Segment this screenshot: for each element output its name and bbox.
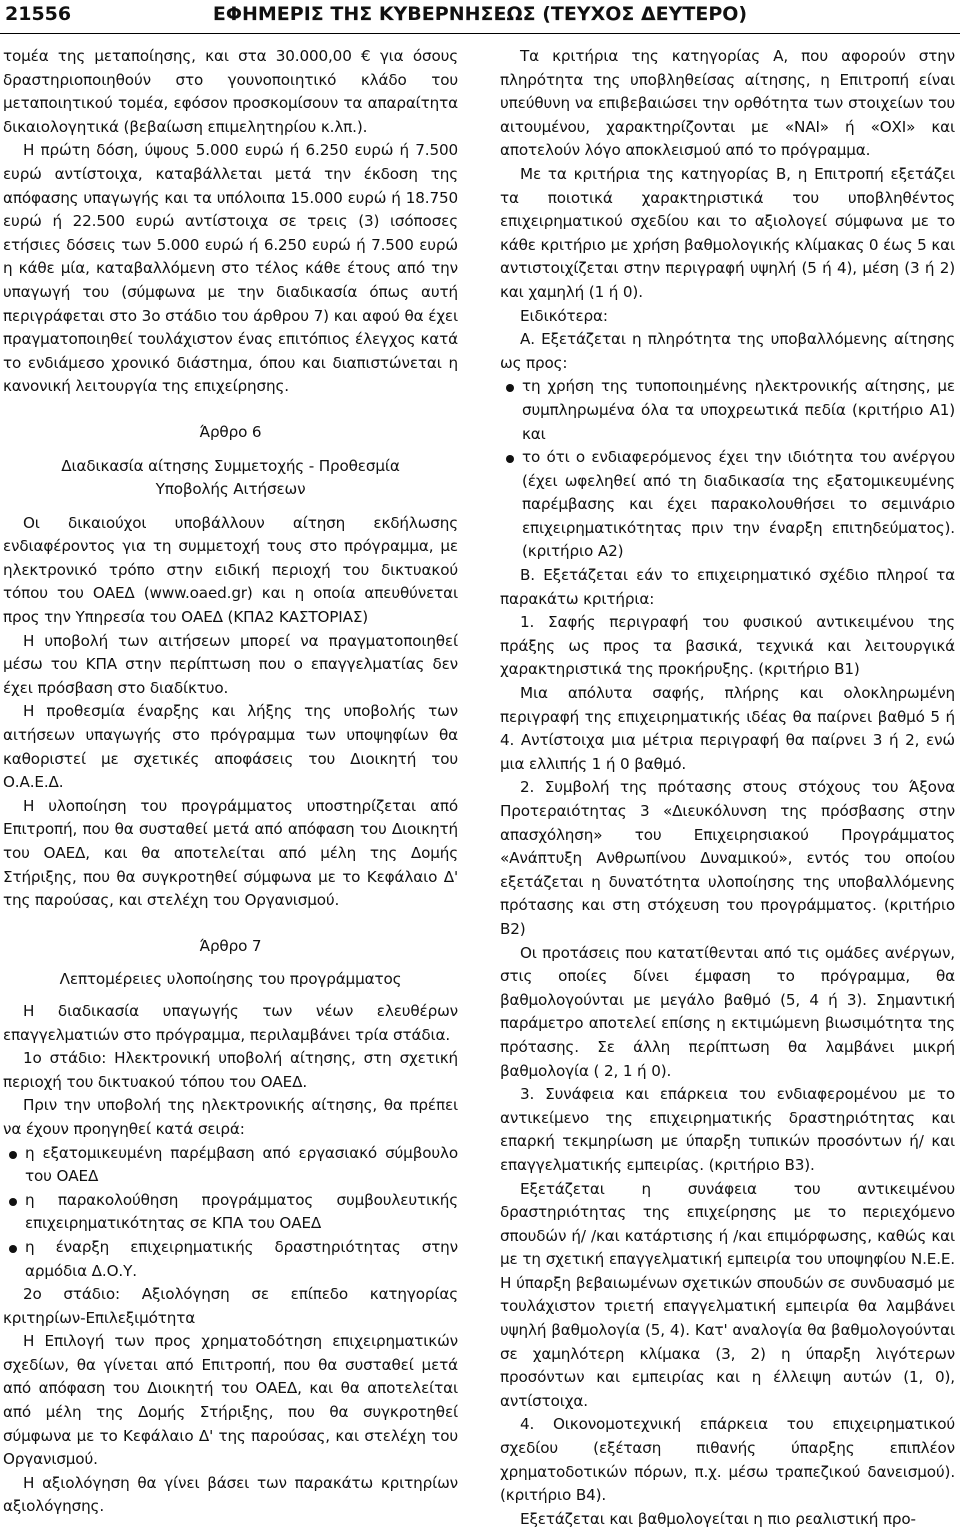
paragraph: 3. Συνάφεια και επάρκεια του ενδιαφερομένου με το αντικείμενο της επιχειρηματικής δραστηριότητας και επαρκή τεκμηρίωση με ύπαρξη τυπικών προσόντων ή/ και επαγγελματικής εμπειρίας. (κριτήριο Β3). <box>500 1085 955 1174</box>
paragraph: Μια απόλυτα σαφής, πλήρης και ολοκληρωμένη περιγραφή της επιχειρηματικής ιδέας θα παίρνει βαθμό 5 ή 4. Αντίστοιχα μια μέτρια περιγραφή θα παίρνει 3 ή 2, ενώ μια ελλιπής 1 ή 0 βαθμό. <box>500 684 955 773</box>
paragraph: Η πρώτη δόση, ύψους 5.000 ευρώ ή 6.250 ευρώ ή 7.500 ευρώ αντίστοιχα, καταβάλλεται μετά την έκδοση της απόφασης υπαγωγής και τα υπόλοιπα 15.000 ευρώ ή 18.750 ευρώ ή 22.500 ευρώ αντίστοιχα σε τρεις (3) ισόποσες ετήσιες δόσεις των 5.000 ευρώ ή 6.250 ευρώ ή 7.500 ευρώ η κάθε μία, καταβαλλόμενη στο τέλος κάθε έτους από την υπαγωγή του (σύμφωνα με την διαδικασία όπως αυτή περιγράφεται στο 3ο στάδιο του άρθρου 7) και αφού θα έχει πραγματοποιηθεί τουλάχιστον ένας επιτόπιος έλεγχος κατά το ενδιάμεσο χρονικό διάστημα, όπου και διαπιστώνεται η κανονική λειτουργία της επιχείρησης. <box>3 141 458 396</box>
paragraph: Οι δικαιούχοι υποβάλλουν αίτηση εκδήλωσης ενδιαφέροντος για τη συμμετοχή τους στο πρόγραμμα, με ηλεκτρονικό τρόπο στην ειδική περιοχή του δικτυακού τόπου του ΟΑΕΔ (www.oaed.gr) και η οποία απευθύνεται προς την Υπηρεσία του ΟΑΕΔ (ΚΠΑ2 ΚΑΣΤΟΡΙΑΣ) <box>3 513 458 627</box>
paragraph: Οι προτάσεις που κατατίθενται από τις ομάδες ανέργων, στις οποίες δίνει έμφαση το πρόγραμμα, θα βαθμολογούνται με μεγάλο βαθμό (5, 4 ή 3). Σημαντική παράμετρο αποτελεί επίσης η εκτιμώμενη βιωσιμότητα της πρότασης. Σε άλλη περίπτωση θα λαμβάνει μικρή βαθμολογία ( 2, 1 ή 0). <box>500 943 955 1080</box>
bullet-text: η εξατομικευμένη παρέμβαση από εργασιακό σύμβουλο του ΟΑΕΔ <box>25 1143 458 1186</box>
paragraph: Η Επιλογή των προς χρηματοδότηση επιχειρηματικών σχεδίων, θα γίνεται από Επιτροπή, που θα συσταθεί μετά από απόφαση του Διοικητή του ΟΑΕΔ, και θα αποτελείται από μέλη της Δομής Στήριξης, που θα συγκροτηθεί σύμφωνα με το Κεφάλαιο Δ' της παρούσας, και στελέχη του Οργανισμού. <box>3 1332 458 1469</box>
bullet-item <box>3 1236 458 1283</box>
gazette-title: ΕΦΗΜΕΡΙΣ ΤΗΣ ΚΥΒΕΡΝΗΣΕΩΣ (ΤΕΥΧΟΣ ΔΕΥΤΕΡΟ) <box>212 3 748 25</box>
bullet-icon <box>506 384 514 392</box>
right-column <box>500 45 955 1531</box>
bullet-icon <box>9 1151 17 1159</box>
paragraph: Β. Εξετάζεται εάν το επιχειρηματικό σχέδιο πληροί τα παρακάτω κριτήρια: <box>500 566 955 608</box>
paragraph: Τα κριτήρια της κατηγορίας Α, που αφορούν στην πληρότητα της υποβληθείσας αίτησης, η Επιτροπή είναι υπεύθυνη να επιβεβαιώσει την ορθότητα των στοιχείων του αιτουμένου, χαρακτηρίζονται με «ΝΑΙ» ή «ΟΧΙ» και αποτελούν λόγο αποκλεισμού από το πρόγραμμα. <box>500 47 955 160</box>
paragraph: 2ο στάδιο: Αξιολόγηση σε επίπεδο κατηγορίας κριτηρίων-Επιλεξιμότητα <box>3 1285 458 1327</box>
bullet-icon <box>506 455 514 463</box>
paragraph: 4. Οικονομοτεχνική επάρκεια του επιχειρηματικού σχεδίου (εξέταση πιθανής ύπαρξης επιπλέον χρηματοδοτικών πόρων, π.χ. μέσω τραπεζικού δανεισμού). (κριτήριο Β4). <box>500 1415 955 1505</box>
bullet-item <box>3 1189 458 1236</box>
bullet-text: η παρακολούθηση προγράμματος συμβουλευτικής επιχειρηματικότητας σε ΚΠΑ του ΟΑΕΔ <box>25 1190 458 1233</box>
article-heading: Άρθρο 7 <box>199 936 262 955</box>
bullet-item <box>3 1142 458 1189</box>
bullet-item <box>500 446 955 564</box>
header-rule <box>0 33 960 34</box>
article-heading: Άρθρο 6 <box>199 422 262 441</box>
paragraph: Η προθεσμία έναρξης και λήξης της υποβολής των αιτήσεων υπαγωγής στο πρόγραμμα των υποψηφίων θα καθοριστεί με σχετικές αποφάσεις του Διοικητή του Ο.Α.Ε.Δ. <box>3 702 458 792</box>
paragraph: Πριν την υποβολή της ηλεκτρονικής αίτησης, θα πρέπει να έχουν προηγηθεί κατά σειρά: <box>3 1096 458 1138</box>
left-column <box>3 45 458 1519</box>
bullet-item <box>500 375 955 446</box>
paragraph: Α. Εξετάζεται η πληρότητα της υποβαλλόμενης αίτησης ως προς: <box>500 330 955 372</box>
paragraph: Η αξιολόγηση θα γίνει βάσει των παρακάτω κριτηρίων αξιολόγησης. <box>3 1473 458 1516</box>
bullet-text: το ότι ο ενδιαφερόμενος έχει την ιδιότητα του ανέργου (έχει ωφεληθεί από τη διαδικασία της εξατομικευμένης παρέμβασης και έχει παρακολουθήσει το σεμινάριο επιχειρηματικότητας πριν την έναρξη επιτηδεύματος). (κριτήριο Α2) <box>522 448 955 561</box>
paragraph: Η διαδικασία υπαγωγής των νέων ελευθέρων επαγγελματιών στο πρόγραμμα, περιλαμβάνει τρία στάδια. <box>3 1001 458 1044</box>
bullet-icon <box>9 1245 17 1253</box>
page-header <box>0 0 960 36</box>
article-title: Υποβολής Αιτήσεων <box>155 480 306 499</box>
bullet-text: τη χρήση της τυποποιημένης ηλεκτρονικής αίτησης, με συμπληρωμένα όλα τα υποχρεωτικά πεδία (κριτήριο Α1) και <box>522 377 955 443</box>
article-title: Λεπτομέρειες υλοποίησης του προγράμματος <box>59 970 402 989</box>
paragraph: τομέα της μεταποίησης, και στα 30.000,00 € για όσους δραστηριοποιηθούν στο γουνοποιητικό κλάδο του μεταποιητικού τομέα, εφόσον προσκομίσουν τα απαραίτητα δικαιολογητικά (βεβαίωση επιμελητηρίου κ.λπ.). <box>3 47 458 136</box>
paragraph: Η υλοποίηση του προγράμματος υποστηρίζεται από Επιτροπή, που θα συσταθεί μετά από απόφαση του Διοικητή του ΟΑΕΔ, και θα αποτελείται από μέλη της Δομής Στήριξης, που θα συγκροτηθεί σύμφωνα με το Κεφάλαιο Δ' της παρούσας, και στελέχη του Οργανισμού. <box>3 796 458 910</box>
paragraph: Η υποβολή των αιτήσεων μπορεί να πραγματοποιηθεί μέσω του ΚΠΑ στην περίπτωση που ο επαγγελματίας δεν έχει πρόσβαση στο διαδίκτυο. <box>3 631 458 697</box>
paragraph: 1ο στάδιο: Ηλεκτρονική υποβολή αίτησης, στη σχετική περιοχή του δικτυακού τόπου του ΟΑΕΔ. <box>3 1049 458 1091</box>
paragraph: Εξετάζεται και βαθμολογείται η πιο ρεαλιστική προ- <box>520 1509 916 1528</box>
article-title: Διαδικασία αίτησης Συμμετοχής - Προθεσμία <box>61 456 400 475</box>
paragraph: Εξετάζεται η συνάφεια του αντικειμένου δραστηριότητας της επιχείρησης με το περιεχόμενο σπουδών ή/ /και κατάρτισης ή /και επιμόρφωσης, καθώς και με τη σχετική επαγγελματική εμπειρία του υποψηφίου Ν.Ε.Ε. Η ύπαρξη βεβαιωμένων σχετικών σπουδών σε συνδυασμό με τουλάχιστον τριετή επαγγελματική εμπειρία θα λαμβάνει υψηλή βαθμολογία (5, 4). Κατ' αναλογία θα βαθμολογούνται σε χαμηλότερη κλίμακα (3, 2) η ύπαρξη λιγότερων προσόντων και εμπειρίας και η έλλειψη αυτών (1, 0), αντίστοιχα. <box>500 1179 955 1410</box>
bullet-icon <box>9 1198 17 1206</box>
paragraph: 2. Συμβολή της πρότασης στους στόχους του Άξονα Προτεραιότητας 3 «Διευκόλυνση της πρόσβασης στην απασχόληση» του Επιχειρησιακού Προγράμματος «Ανάπτυξη Ανθρωπίνου Δυναμικού», εντός του οποίου εξετάζεται η δυνατότητα υλοποίησης της υποβαλλόμενης πρότασης και στη στόχευση του προγράμματος. (κριτήριο Β2) <box>500 778 955 938</box>
bullet-text: η έναρξη επιχειρηματικής δραστηριότητας στην αρμόδια Δ.Ο.Υ. <box>25 1237 458 1280</box>
paragraph: Ειδικότερα: <box>520 306 608 325</box>
paragraph: Με τα κριτήρια της κατηγορίας Β, η Επιτροπή εξετάζει τα ποιοτικά χαρακτηριστικά του υποβληθέντος επιχειρηματικού σχεδίου και το αξιολογεί σύμφωνα με το κάθε κριτήριο με χρήση βαθμολογικής κλίμακας 0 έως 5 και αντιστοιχίζεται στην περιγραφή υψηλή (5 ή 4), μέση (3 ή 2) και χαμηλή (1 ή 0). <box>500 164 955 301</box>
page-number: 21556 <box>5 3 72 25</box>
paragraph: 1. Σαφής περιγραφή του φυσικού αντικειμένου της πράξης ως προς τα βασικά, τεχνικά και λειτουργικά χαρακτηριστικά της προκήρυξης. (κριτήριο Β1) <box>500 613 955 679</box>
